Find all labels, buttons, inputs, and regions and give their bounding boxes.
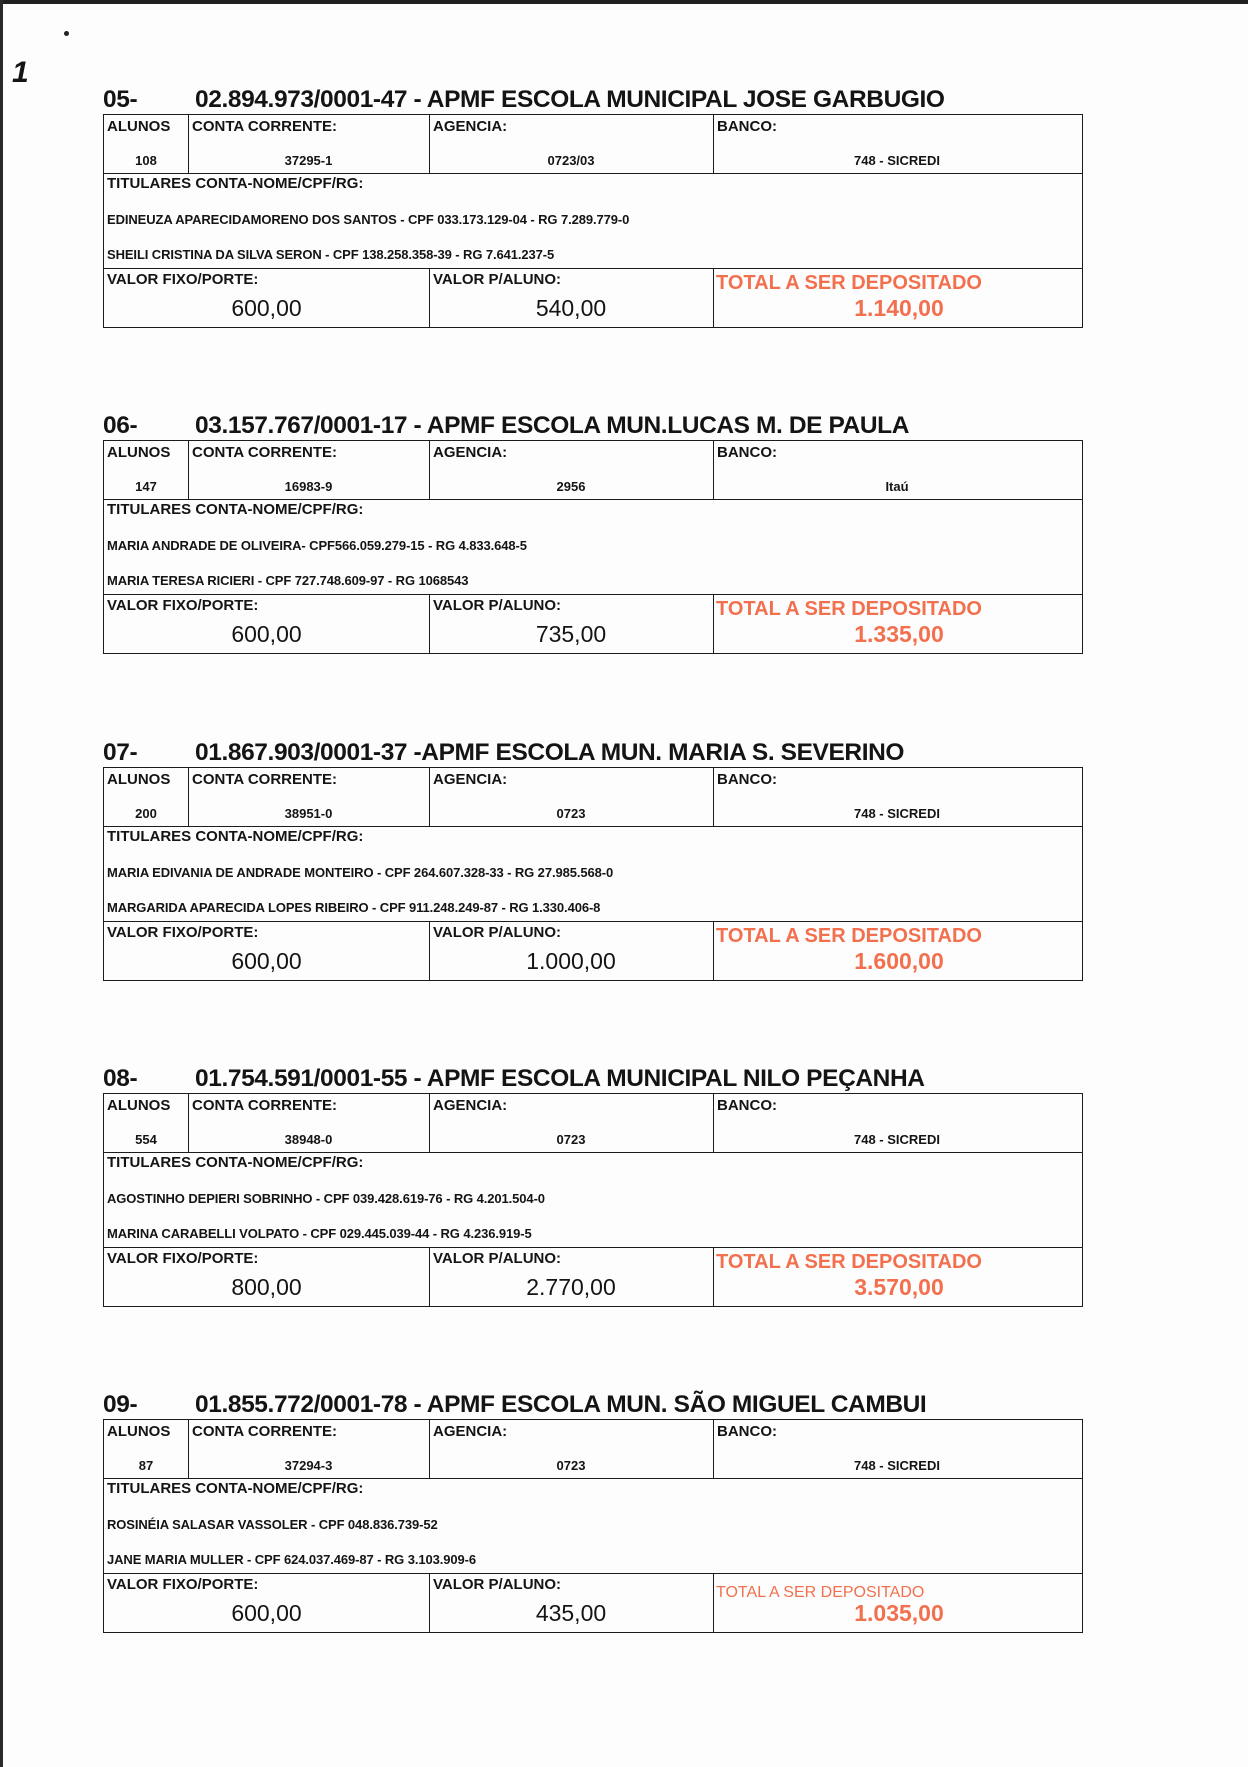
agencia-label: AGENCIA: <box>433 771 508 788</box>
scan-border-left <box>0 0 3 1767</box>
titulares-label: TITULARES CONTA-NOME/CPF/RG: <box>107 175 364 192</box>
entry-table <box>103 1419 1083 1633</box>
total-label: TOTAL A SER DEPOSITADO <box>716 272 982 294</box>
valor-fixo-amount: 600,00 <box>231 1600 302 1626</box>
entry-number: 09- <box>103 1391 138 1418</box>
row-divider <box>104 1573 1082 1574</box>
agencia-value: 0723 <box>556 1132 586 1147</box>
conta-value: 37294-3 <box>284 1458 333 1473</box>
valor-fixo-amount: 600,00 <box>231 295 302 321</box>
conta-label: CONTA CORRENTE: <box>192 771 337 788</box>
valor-aluno-amount: 435,00 <box>535 1600 607 1626</box>
account-holder: AGOSTINHO DEPIERI SOBRINHO - CPF 039.428.619-76 - RG 4.201.504-0 <box>107 1191 545 1206</box>
agencia-value: 0723 <box>556 1458 586 1473</box>
valor-fixo-label: VALOR FIXO/PORTE: <box>107 1576 259 1593</box>
conta-value: 37295-1 <box>284 153 333 168</box>
conta-label: CONTA CORRENTE: <box>192 118 337 135</box>
valor-aluno-amount: 2.770,00 <box>526 1274 616 1300</box>
column-divider <box>713 1247 714 1307</box>
valor-fixo-amount: 800,00 <box>231 1274 302 1300</box>
banco-label: BANCO: <box>717 1097 777 1114</box>
valor-fixo-amount: 600,00 <box>231 948 302 974</box>
titulares-label: TITULARES CONTA-NOME/CPF/RG: <box>107 1154 364 1171</box>
agencia-label: AGENCIA: <box>433 118 508 135</box>
alunos-label: ALUNOS <box>107 444 171 461</box>
valor-aluno-amount: 540,00 <box>535 295 607 321</box>
agencia-value: 0723 <box>556 806 586 821</box>
conta-label: CONTA CORRENTE: <box>192 1423 337 1440</box>
agencia-label: AGENCIA: <box>433 1423 508 1440</box>
agencia-value: 2956 <box>556 479 586 494</box>
row-divider <box>104 594 1082 595</box>
banco-value: 748 - SICREDI <box>854 153 940 168</box>
valor-aluno-label: VALOR P/ALUNO: <box>433 924 562 941</box>
valor-aluno-label: VALOR P/ALUNO: <box>433 597 562 614</box>
alunos-label: ALUNOS <box>107 1423 171 1440</box>
row-divider <box>104 1478 1082 1479</box>
total-amount: 3.570,00 <box>854 1274 944 1300</box>
alunos-value: 108 <box>135 153 157 168</box>
entry-heading <box>103 1391 1084 1419</box>
banco-value: 748 - SICREDI <box>854 806 940 821</box>
column-divider <box>713 921 714 981</box>
valor-fixo-label: VALOR FIXO/PORTE: <box>107 924 259 941</box>
total-amount: 1.140,00 <box>854 295 944 321</box>
valor-fixo-label: VALOR FIXO/PORTE: <box>107 1250 259 1267</box>
alunos-label: ALUNOS <box>107 1097 171 1114</box>
entry-table <box>103 114 1083 328</box>
account-holder: SHEILI CRISTINA DA SILVA SERON - CPF 138.258.358-39 - RG 7.641.237-5 <box>107 247 555 262</box>
conta-value: 16983-9 <box>284 479 333 494</box>
banco-value: 748 - SICREDI <box>854 1132 940 1147</box>
account-holder: ROSINÉIA SALASAR VASSOLER - CPF 048.836.739-52 <box>107 1517 438 1532</box>
alunos-value: 87 <box>138 1458 154 1473</box>
account-holder: MARIA TERESA RICIERI - CPF 727.748.609-97 - RG 1068543 <box>107 573 469 588</box>
account-holder: MARINA CARABELLI VOLPATO - CPF 029.445.039-44 - RG 4.236.919-5 <box>107 1226 532 1241</box>
total-label: TOTAL A SER DEPOSITADO <box>716 925 982 947</box>
entry-number: 08- <box>103 1065 138 1092</box>
banco-label: BANCO: <box>717 1423 777 1440</box>
handwritten-page-mark: 1 <box>12 56 29 89</box>
banco-label: BANCO: <box>717 771 777 788</box>
total-label: TOTAL A SER DEPOSITADO <box>716 1584 925 1601</box>
column-divider <box>713 594 714 654</box>
banco-value: 748 - SICREDI <box>854 1458 940 1473</box>
deposit-entry <box>103 1065 1084 1307</box>
entry-heading <box>103 86 1084 114</box>
total-amount: 1.335,00 <box>854 621 944 647</box>
total-label: TOTAL A SER DEPOSITADO <box>716 598 982 620</box>
agencia-value: 0723/03 <box>547 153 595 168</box>
row-divider <box>104 499 1082 500</box>
valor-aluno-label: VALOR P/ALUNO: <box>433 1250 562 1267</box>
account-holder: MARGARIDA APARECIDA LOPES RIBEIRO - CPF 911.248.249-87 - RG 1.330.406-8 <box>107 900 601 915</box>
deposit-entry <box>103 739 1084 981</box>
row-divider <box>104 173 1082 174</box>
account-holder: EDINEUZA APARECIDAMORENO DOS SANTOS - CPF 033.173.129-04 - RG 7.289.779-0 <box>107 212 630 227</box>
column-divider <box>713 268 714 328</box>
row-divider <box>104 1152 1082 1153</box>
total-amount: 1.600,00 <box>854 948 944 974</box>
entry-heading <box>103 412 1084 440</box>
agencia-label: AGENCIA: <box>433 1097 508 1114</box>
alunos-value: 200 <box>135 806 157 821</box>
entry-table <box>103 767 1083 981</box>
deposit-entry <box>103 1391 1084 1633</box>
conta-label: CONTA CORRENTE: <box>192 444 337 461</box>
entry-title: 01.754.591/0001-55 - APMF ESCOLA MUNICIPAL NILO PEÇANHA <box>195 1065 925 1092</box>
banco-value: Itaú <box>885 479 909 494</box>
entry-title: 03.157.767/0001-17 - APMF ESCOLA MUN.LUCAS M. DE PAULA <box>195 412 910 439</box>
entry-number: 05- <box>103 86 138 113</box>
row-divider <box>104 1247 1082 1248</box>
row-divider <box>104 921 1082 922</box>
valor-aluno-amount: 735,00 <box>535 621 607 647</box>
titulares-label: TITULARES CONTA-NOME/CPF/RG: <box>107 828 364 845</box>
account-holder: MARIA ANDRADE DE OLIVEIRA- CPF566.059.279-15 - RG 4.833.648-5 <box>107 538 527 553</box>
banco-label: BANCO: <box>717 444 777 461</box>
row-divider <box>104 268 1082 269</box>
conta-label: CONTA CORRENTE: <box>192 1097 337 1114</box>
titulares-label: TITULARES CONTA-NOME/CPF/RG: <box>107 501 364 518</box>
alunos-value: 147 <box>135 479 157 494</box>
total-amount: 1.035,00 <box>854 1600 944 1626</box>
entry-heading <box>103 1065 1084 1093</box>
scan-border-top <box>0 0 1248 4</box>
valor-fixo-amount: 600,00 <box>231 621 302 647</box>
valor-fixo-label: VALOR FIXO/PORTE: <box>107 271 259 288</box>
column-divider <box>713 1573 714 1633</box>
valor-aluno-label: VALOR P/ALUNO: <box>433 271 562 288</box>
entry-table <box>103 1093 1083 1307</box>
entry-heading <box>103 739 1084 767</box>
conta-value: 38951-0 <box>284 806 333 821</box>
row-divider <box>104 826 1082 827</box>
deposit-entry <box>103 86 1084 328</box>
banco-label: BANCO: <box>717 118 777 135</box>
valor-fixo-label: VALOR FIXO/PORTE: <box>107 597 259 614</box>
entry-number: 06- <box>103 412 138 439</box>
deposit-entry <box>103 412 1084 654</box>
alunos-label: ALUNOS <box>107 118 171 135</box>
total-label: TOTAL A SER DEPOSITADO <box>716 1251 982 1273</box>
alunos-label: ALUNOS <box>107 771 171 788</box>
entry-title: 01.855.772/0001-78 - APMF ESCOLA MUN. SÃO MIGUEL CAMBUI <box>195 1391 927 1418</box>
valor-aluno-amount: 1.000,00 <box>526 948 616 974</box>
valor-aluno-label: VALOR P/ALUNO: <box>433 1576 562 1593</box>
conta-value: 38948-0 <box>284 1132 333 1147</box>
entry-title: 01.867.903/0001-37 -APMF ESCOLA MUN. MARIA S. SEVERINO <box>195 739 905 766</box>
entry-table <box>103 440 1083 654</box>
account-holder: MARIA EDIVANIA DE ANDRADE MONTEIRO - CPF 264.607.328-33 - RG 27.985.568-0 <box>107 865 614 880</box>
entry-title: 02.894.973/0001-47 - APMF ESCOLA MUNICIPAL JOSE GARBUGIO <box>195 86 945 113</box>
scan-dot <box>64 31 69 36</box>
account-holder: JANE MARIA MULLER - CPF 624.037.469-87 - RG 3.103.909-6 <box>107 1552 476 1567</box>
titulares-label: TITULARES CONTA-NOME/CPF/RG: <box>107 1480 364 1497</box>
alunos-value: 554 <box>135 1132 157 1147</box>
entry-number: 07- <box>103 739 138 766</box>
agencia-label: AGENCIA: <box>433 444 508 461</box>
